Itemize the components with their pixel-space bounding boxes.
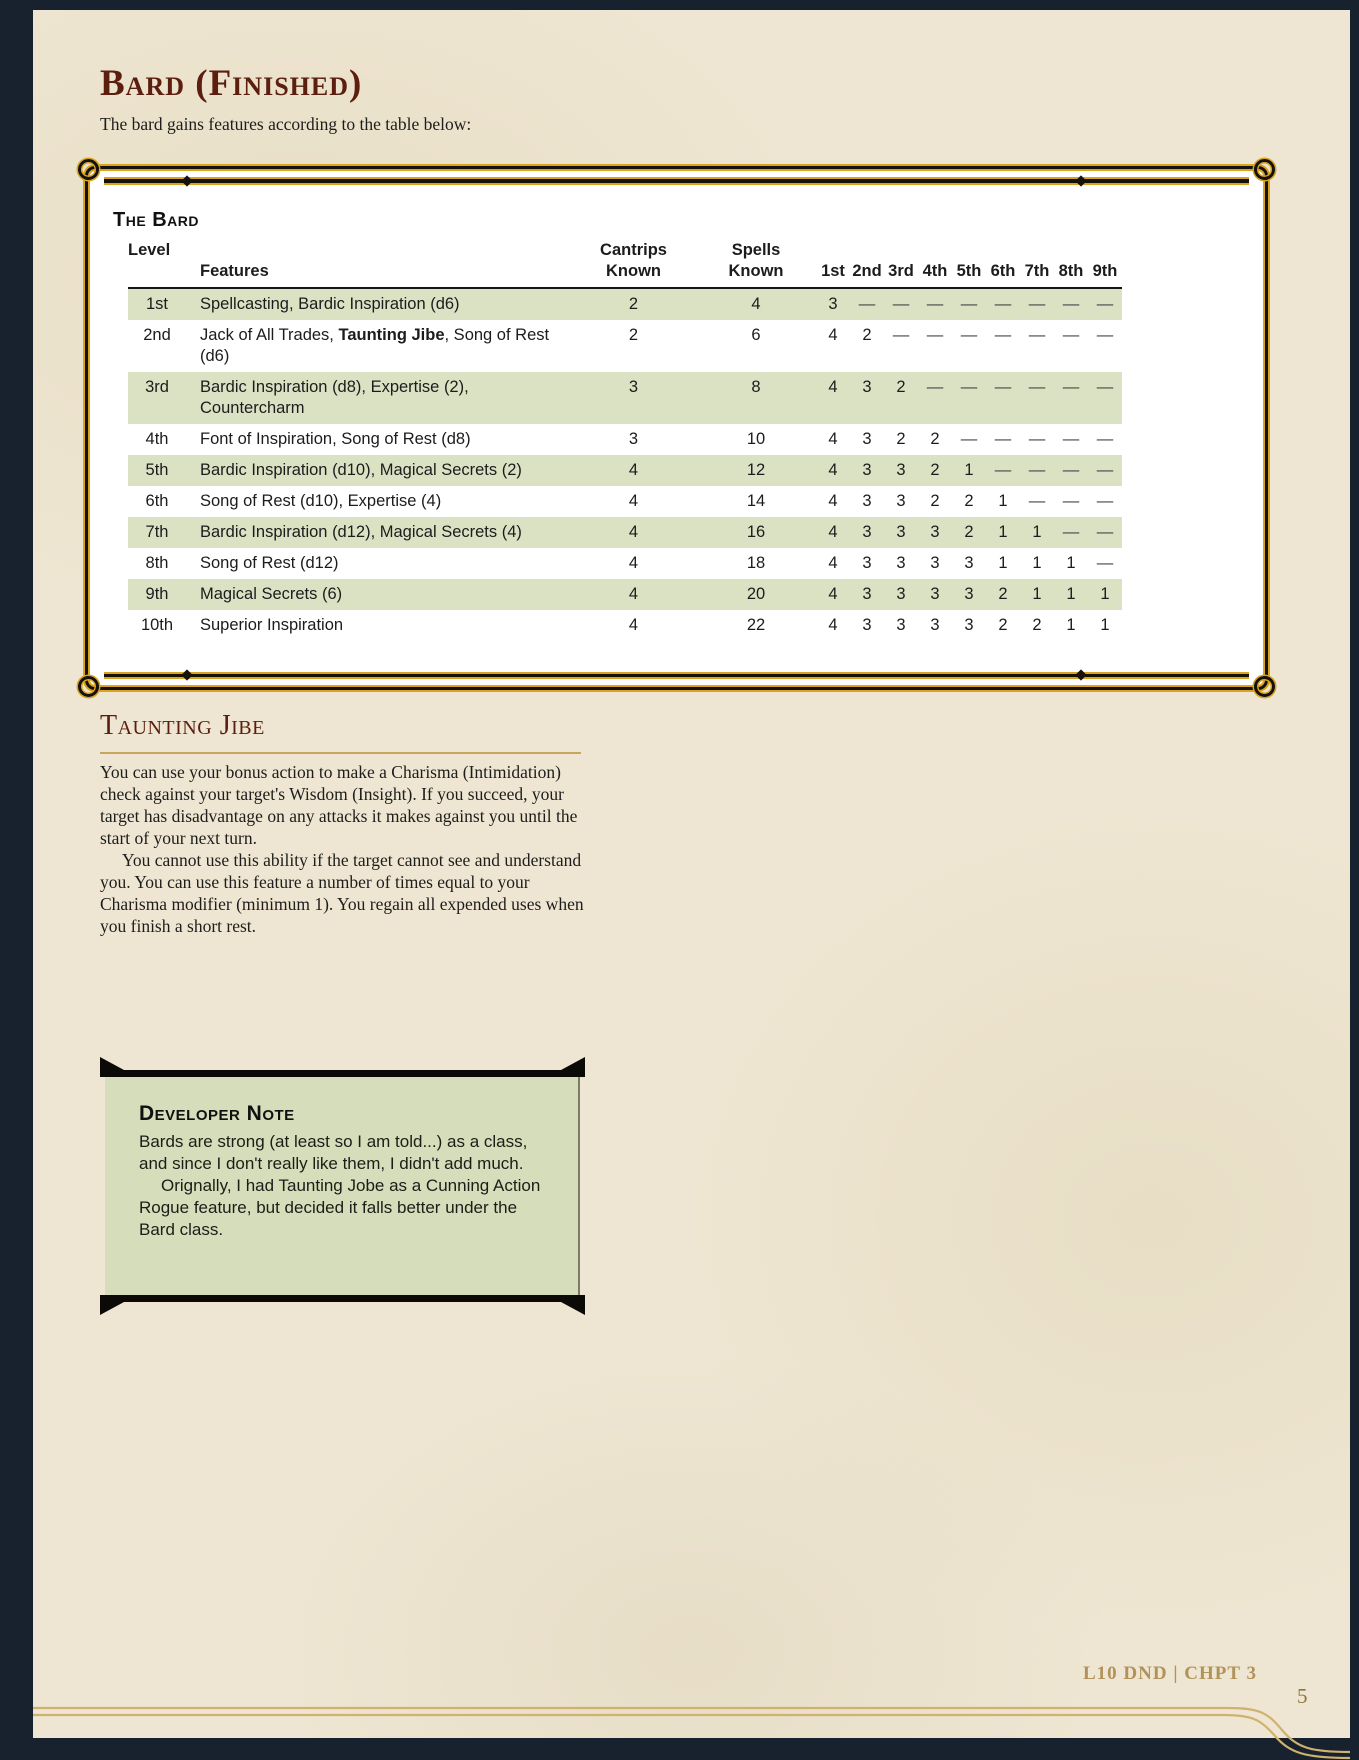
note-paragraph: Bards are strong (at least so I am told...) as a class, and since I don't really like them, I didn't add much. bbox=[139, 1132, 528, 1173]
table-row bbox=[128, 424, 1122, 455]
cell-cantrips: 3 bbox=[571, 372, 696, 424]
cell-spell-slot: 2 bbox=[930, 430, 940, 448]
cell-level: 6th bbox=[145, 492, 169, 510]
cell-spell-slot: — bbox=[994, 326, 1012, 344]
cell-spells: 16 bbox=[696, 517, 816, 548]
cell-features: Superior Inspiration bbox=[200, 616, 344, 634]
footer-flourish-lines bbox=[33, 1696, 1350, 1760]
cell-spell-slot: 3 bbox=[918, 579, 952, 610]
cell-spell-slot: 3 bbox=[884, 455, 918, 486]
frame-corner-ornament bbox=[78, 159, 99, 180]
cell-spell-slot: 3 bbox=[862, 430, 872, 448]
cell-spell-slot: — bbox=[1054, 517, 1088, 548]
table-header-row bbox=[128, 240, 1122, 288]
cell-level: 10th bbox=[140, 616, 174, 634]
cell-level: 1st bbox=[128, 288, 186, 320]
table-row bbox=[128, 320, 1122, 372]
cell-spell-slot: — bbox=[1062, 492, 1080, 510]
cell-features: Bardic Inspiration (d8), Expertise (2), Countercharm bbox=[186, 372, 571, 424]
cell-spell-slot: 4 bbox=[828, 492, 838, 510]
cell-spell-slot: — bbox=[1028, 430, 1046, 448]
cell-spell-slot: 3 bbox=[918, 517, 952, 548]
cell-cantrips: 2 bbox=[628, 326, 639, 344]
cell-spell-slot: 4 bbox=[816, 517, 850, 548]
cell-spell-slot: — bbox=[994, 430, 1012, 448]
cell-features: Bardic Inspiration (d12), Magical Secrets (4) bbox=[186, 517, 571, 548]
cell-spell-slot: 1 bbox=[1088, 579, 1122, 610]
cell-spell-slot: — bbox=[1020, 455, 1054, 486]
cell-spell-slot: 1 bbox=[998, 492, 1008, 510]
note-paragraph: Orignally, I had Taunting Jobe as a Cunning Action Rogue feature, but decided it falls better under the Bard class. bbox=[139, 1176, 541, 1239]
cell-spell-slot: — bbox=[1054, 455, 1088, 486]
cell-spell-slot: — bbox=[926, 326, 944, 344]
cell-spell-slot: 4 bbox=[828, 554, 838, 572]
cell-spell-slot: — bbox=[1096, 326, 1114, 344]
cell-cantrips: 4 bbox=[571, 517, 696, 548]
taunting-jibe-body bbox=[100, 761, 587, 937]
cell-spell-slot: 2 bbox=[918, 455, 952, 486]
cell-cantrips: 4 bbox=[628, 616, 639, 634]
column-header-spells-known: Spells Known bbox=[696, 240, 816, 288]
cell-spell-slot: — bbox=[1054, 372, 1088, 424]
note-box bbox=[105, 1077, 580, 1295]
column-header-cantrips-known: Cantrips Known bbox=[571, 240, 696, 288]
cell-spell-slot: — bbox=[952, 372, 986, 424]
cell-spell-slot: — bbox=[1062, 326, 1080, 344]
cell-spell-slot: 1 bbox=[1020, 517, 1054, 548]
cell-spell-slot: — bbox=[1020, 372, 1054, 424]
column-header-slot: 8th bbox=[1054, 240, 1088, 288]
cell-spell-slot: 3 bbox=[896, 492, 906, 510]
cell-spell-slot: 4 bbox=[828, 616, 838, 634]
footer-chapter-label: L10 DND | CHPT 3 bbox=[1083, 1663, 1257, 1684]
cell-spell-slot: 3 bbox=[896, 554, 906, 572]
column-header-slot: 4th bbox=[918, 240, 952, 288]
table-row bbox=[128, 610, 1122, 641]
cell-level: 9th bbox=[128, 579, 186, 610]
cell-spell-slot: — bbox=[918, 288, 952, 320]
cell-spell-slot: 3 bbox=[816, 288, 850, 320]
cell-spells: 6 bbox=[751, 326, 761, 344]
frame-corner-ornament bbox=[78, 676, 99, 697]
cell-spell-slot: 1 bbox=[1100, 616, 1110, 634]
cell-spell-slot: — bbox=[960, 430, 978, 448]
table-row bbox=[128, 517, 1122, 548]
cell-spell-slot: 2 bbox=[952, 517, 986, 548]
section-heading-taunting-jibe: Taunting Jibe bbox=[100, 710, 265, 741]
cell-spell-slot: 3 bbox=[964, 554, 974, 572]
cell-spell-slot: — bbox=[1020, 288, 1054, 320]
cell-spell-slot: 1 bbox=[1054, 579, 1088, 610]
cell-spell-slot: — bbox=[1062, 430, 1080, 448]
cell-spell-slot: 3 bbox=[850, 372, 884, 424]
cell-cantrips: 4 bbox=[628, 492, 639, 510]
cell-spell-slot: 2 bbox=[884, 372, 918, 424]
cell-spell-slot: — bbox=[1028, 492, 1046, 510]
cell-spell-slot: 3 bbox=[930, 554, 940, 572]
cell-level: 7th bbox=[128, 517, 186, 548]
cell-spells: 18 bbox=[746, 554, 766, 572]
cell-spell-slot: — bbox=[1088, 455, 1122, 486]
cell-features: Magical Secrets (6) bbox=[186, 579, 571, 610]
cell-level: 5th bbox=[128, 455, 186, 486]
table-row bbox=[128, 579, 1122, 610]
cell-spell-slot: 1 bbox=[1020, 579, 1054, 610]
developer-note bbox=[100, 1056, 585, 1302]
cell-spell-slot: 4 bbox=[816, 579, 850, 610]
cell-spell-slot: — bbox=[918, 372, 952, 424]
cell-cantrips: 4 bbox=[571, 455, 696, 486]
cell-spell-slot: 4 bbox=[816, 372, 850, 424]
cell-spell-slot: — bbox=[986, 288, 1020, 320]
column-header-slot: 6th bbox=[986, 240, 1020, 288]
cell-features: Bardic Inspiration (d10), Magical Secrets (2) bbox=[186, 455, 571, 486]
table-row bbox=[128, 372, 1122, 424]
cell-spell-slot: 2 bbox=[1032, 616, 1042, 634]
cell-spell-slot: 4 bbox=[828, 326, 838, 344]
note-top-bar bbox=[100, 1070, 585, 1077]
column-header-slot: 2nd bbox=[850, 240, 884, 288]
cell-spell-slot: 4 bbox=[816, 455, 850, 486]
paragraph: You can use your bonus action to make a Charisma (Intimidation) check against your target's Wisdom (Insight). If you succeed, your target has disadvantage on any attacks it makes against you until the start of your next turn. bbox=[100, 762, 578, 848]
cell-spell-slot: 3 bbox=[930, 616, 940, 634]
frame-diamond-ornament bbox=[181, 175, 192, 186]
section-heading-underline bbox=[100, 752, 581, 754]
cell-features: Font of Inspiration, Song of Rest (d8) bbox=[200, 430, 471, 448]
cell-spells: 14 bbox=[746, 492, 766, 510]
cell-spell-slot: 1 bbox=[1066, 616, 1076, 634]
cell-spell-slot: 1 bbox=[986, 517, 1020, 548]
cell-spell-slot: 3 bbox=[850, 455, 884, 486]
table-row bbox=[128, 486, 1122, 517]
column-header-slot: 7th bbox=[1020, 240, 1054, 288]
cell-spell-slot: 2 bbox=[986, 579, 1020, 610]
cell-spell-slot: — bbox=[986, 372, 1020, 424]
cell-spell-slot: — bbox=[960, 326, 978, 344]
note-heading: Developer Note bbox=[139, 1102, 295, 1125]
paragraph: You cannot use this ability if the target cannot see and understand you. You can use this feature a number of times equal to your Charisma modifier (minimum 1). You regain all expended uses when you finish a short rest. bbox=[100, 850, 584, 936]
cell-spells: 20 bbox=[696, 579, 816, 610]
cell-spell-slot: 1 bbox=[1032, 554, 1042, 572]
cell-spell-slot: — bbox=[1096, 492, 1114, 510]
cell-spell-slot: — bbox=[952, 288, 986, 320]
cell-spell-slot: 3 bbox=[884, 517, 918, 548]
column-header-features: Features bbox=[186, 240, 571, 288]
cell-spell-slot: 2 bbox=[896, 430, 906, 448]
page-title: Bard (Finished) bbox=[100, 63, 363, 104]
cell-spells: 10 bbox=[746, 430, 766, 448]
cell-spells: 4 bbox=[696, 288, 816, 320]
frame-diamond-ornament bbox=[1075, 669, 1086, 680]
cell-spell-slot: — bbox=[1096, 554, 1114, 572]
column-header-slot: 3rd bbox=[884, 240, 918, 288]
cell-features: Jack of All Trades, Taunting Jibe, Song of Rest (d6) bbox=[200, 326, 550, 365]
bard-table-body bbox=[128, 288, 1122, 641]
cell-spell-slot: 3 bbox=[964, 616, 974, 634]
cell-spell-slot: — bbox=[986, 455, 1020, 486]
cell-spells: 12 bbox=[696, 455, 816, 486]
frame-diamond-ornament bbox=[181, 669, 192, 680]
column-header-slot: 9th bbox=[1088, 240, 1122, 288]
cell-spell-slot: 3 bbox=[850, 517, 884, 548]
column-header-slot: 1st bbox=[816, 240, 850, 288]
cell-features: Spellcasting, Bardic Inspiration (d6) bbox=[186, 288, 571, 320]
cell-spell-slot: — bbox=[1028, 326, 1046, 344]
cell-features: Song of Rest (d12) bbox=[200, 554, 339, 572]
cell-spell-slot: — bbox=[892, 326, 910, 344]
column-header-slot: 5th bbox=[952, 240, 986, 288]
page-number: 5 bbox=[1297, 1684, 1308, 1708]
cell-level: 4th bbox=[145, 430, 169, 448]
cell-cantrips: 4 bbox=[571, 579, 696, 610]
cell-cantrips: 4 bbox=[628, 554, 639, 572]
cell-spells: 8 bbox=[696, 372, 816, 424]
cell-spell-slot: 3 bbox=[884, 579, 918, 610]
cell-spell-slot: 2 bbox=[930, 492, 940, 510]
frame-corner-ornament bbox=[1254, 676, 1275, 697]
frame-corner-ornament bbox=[1254, 159, 1275, 180]
cell-level: 3rd bbox=[128, 372, 186, 424]
cell-cantrips: 2 bbox=[571, 288, 696, 320]
bard-class-table bbox=[128, 240, 1122, 641]
bard-table-frame bbox=[85, 166, 1268, 690]
table-row bbox=[128, 288, 1122, 320]
cell-spells: 22 bbox=[746, 616, 766, 634]
cell-spell-slot: 3 bbox=[952, 579, 986, 610]
frame-diamond-ornament bbox=[1075, 175, 1086, 186]
table-row bbox=[128, 548, 1122, 579]
cell-spell-slot: 2 bbox=[862, 326, 872, 344]
cell-features: Song of Rest (d10), Expertise (4) bbox=[200, 492, 442, 510]
cell-spell-slot: 2 bbox=[964, 492, 974, 510]
cell-spell-slot: — bbox=[1088, 372, 1122, 424]
parchment-page bbox=[33, 10, 1350, 1738]
cell-spell-slot: — bbox=[884, 288, 918, 320]
cell-spell-slot: 3 bbox=[862, 616, 872, 634]
table-title: The Bard bbox=[113, 209, 199, 231]
cell-cantrips: 3 bbox=[628, 430, 639, 448]
cell-level: 2nd bbox=[143, 326, 171, 344]
cell-spell-slot: 1 bbox=[952, 455, 986, 486]
table-row bbox=[128, 455, 1122, 486]
cell-spell-slot: — bbox=[850, 288, 884, 320]
cell-spell-slot: 3 bbox=[850, 579, 884, 610]
cell-spell-slot: 1 bbox=[998, 554, 1008, 572]
cell-spell-slot: 2 bbox=[998, 616, 1008, 634]
cell-level: 8th bbox=[145, 554, 169, 572]
note-bottom-bar bbox=[100, 1295, 585, 1302]
cell-spell-slot: — bbox=[1088, 288, 1122, 320]
cell-spell-slot: 3 bbox=[896, 616, 906, 634]
cell-spell-slot: — bbox=[1088, 517, 1122, 548]
cell-spell-slot: 1 bbox=[1066, 554, 1076, 572]
cell-spell-slot: 3 bbox=[862, 492, 872, 510]
intro-text: The bard gains features according to the table below: bbox=[100, 114, 472, 134]
cell-spell-slot: 4 bbox=[828, 430, 838, 448]
cell-spell-slot: 3 bbox=[862, 554, 872, 572]
cell-spell-slot: — bbox=[1054, 288, 1088, 320]
cell-spell-slot: — bbox=[1096, 430, 1114, 448]
column-header-level: Level bbox=[128, 240, 186, 288]
